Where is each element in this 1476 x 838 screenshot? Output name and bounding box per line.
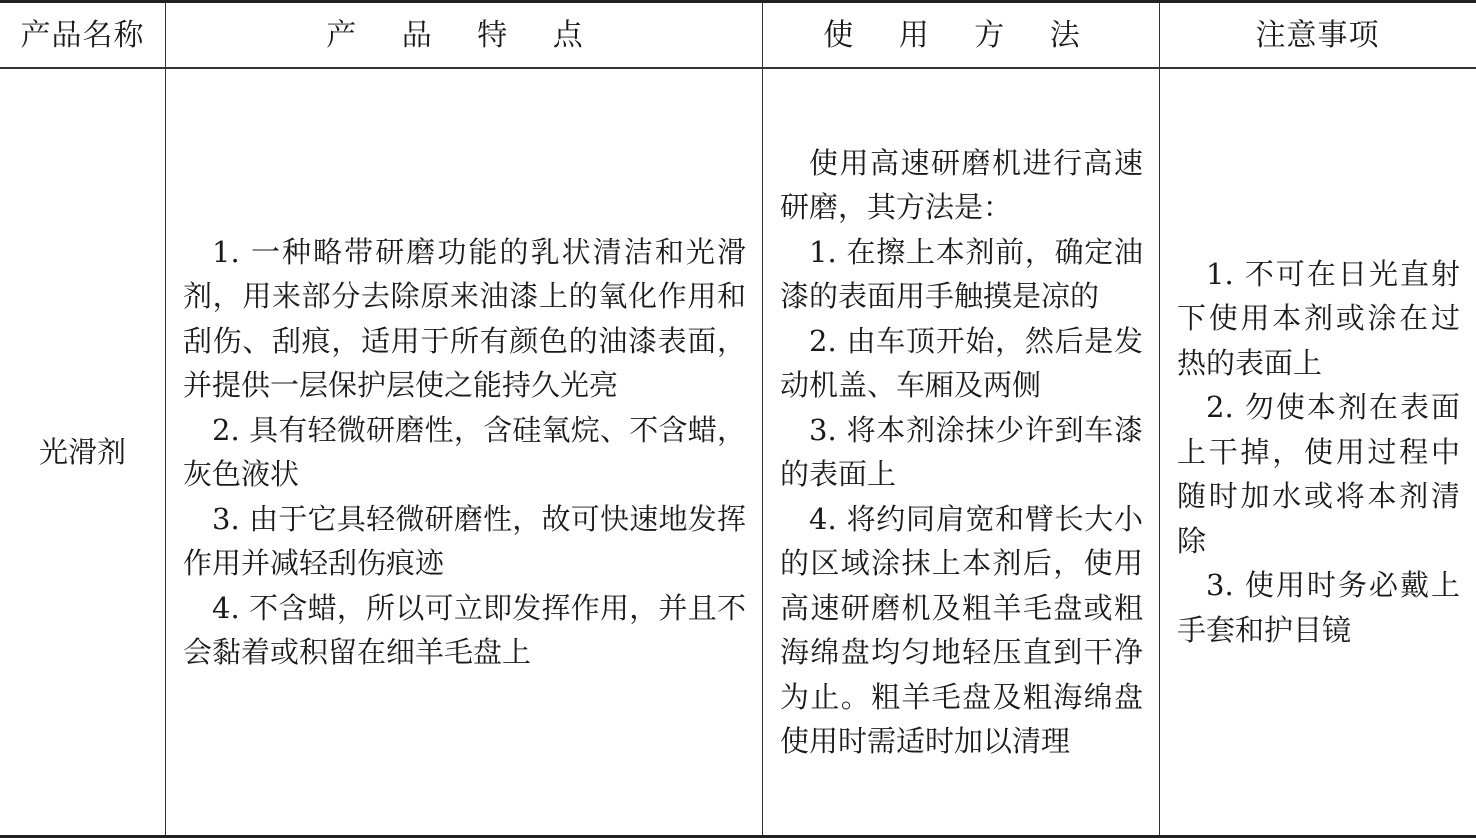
- product-name: 光滑剂: [38, 434, 126, 469]
- usage-item: 4. 将约同肩宽和臂长大小的区域涂抹上本剂后，使用高速研磨机及粗羊毛盘或粗海绵盘均匀地轻压直到干净为止。粗羊毛盘及粗海绵盘使用时需适时加以清理: [780, 501, 1143, 758]
- usage-item: 2. 由车顶开始，然后是发动机盖、车厢及两侧: [780, 323, 1143, 402]
- header-precautions: 注意事项: [1255, 17, 1380, 53]
- feature-item: 1. 一种略带研磨功能的乳状清洁和光滑剂，用来部分去除原来油漆上的氧化作用和刮伤、刮痕，适用于所有颜色的油漆表面，并提供一层保护层使之能持久光亮: [183, 234, 746, 402]
- header-usage-method: 使 用 方 法: [823, 17, 1098, 53]
- feature-item: 2. 具有轻微研磨性，含硅氧烷、不含蜡，灰色液状: [183, 412, 746, 491]
- cell-precautions: [1159, 69, 1476, 835]
- feature-item: 4. 不含蜡，所以可立即发挥作用，并且不会黏着或积留在细羊毛盘上: [183, 590, 746, 669]
- precaution-item: 3. 使用时务必戴上手套和护目镜: [1177, 568, 1460, 647]
- usage-item: 使用高速研磨机进行高速研磨，其方法是：: [780, 145, 1143, 224]
- precaution-item: 2. 勿使本剂在表面上干掉，使用过程中随时加水或将本剂清除: [1177, 390, 1460, 558]
- cell-features: [165, 69, 762, 835]
- header-product-name: 产品名称: [20, 17, 145, 53]
- usage-item: 3. 将本剂涂抹少许到车漆的表面上: [780, 412, 1143, 491]
- usage-item: 1. 在擦上本剂前，确定油漆的表面用手触摸是凉的: [780, 234, 1143, 313]
- cell-usage: [762, 69, 1159, 835]
- header-product-features: 产 品 特 点: [326, 17, 601, 53]
- feature-item: 3. 由于它具轻微研磨性，故可快速地发挥作用并减轻刮伤痕迹: [183, 501, 746, 580]
- precaution-item: 1. 不可在日光直射下使用本剂或涂在过热的表面上: [1177, 256, 1460, 380]
- cell-product-name: [0, 69, 165, 835]
